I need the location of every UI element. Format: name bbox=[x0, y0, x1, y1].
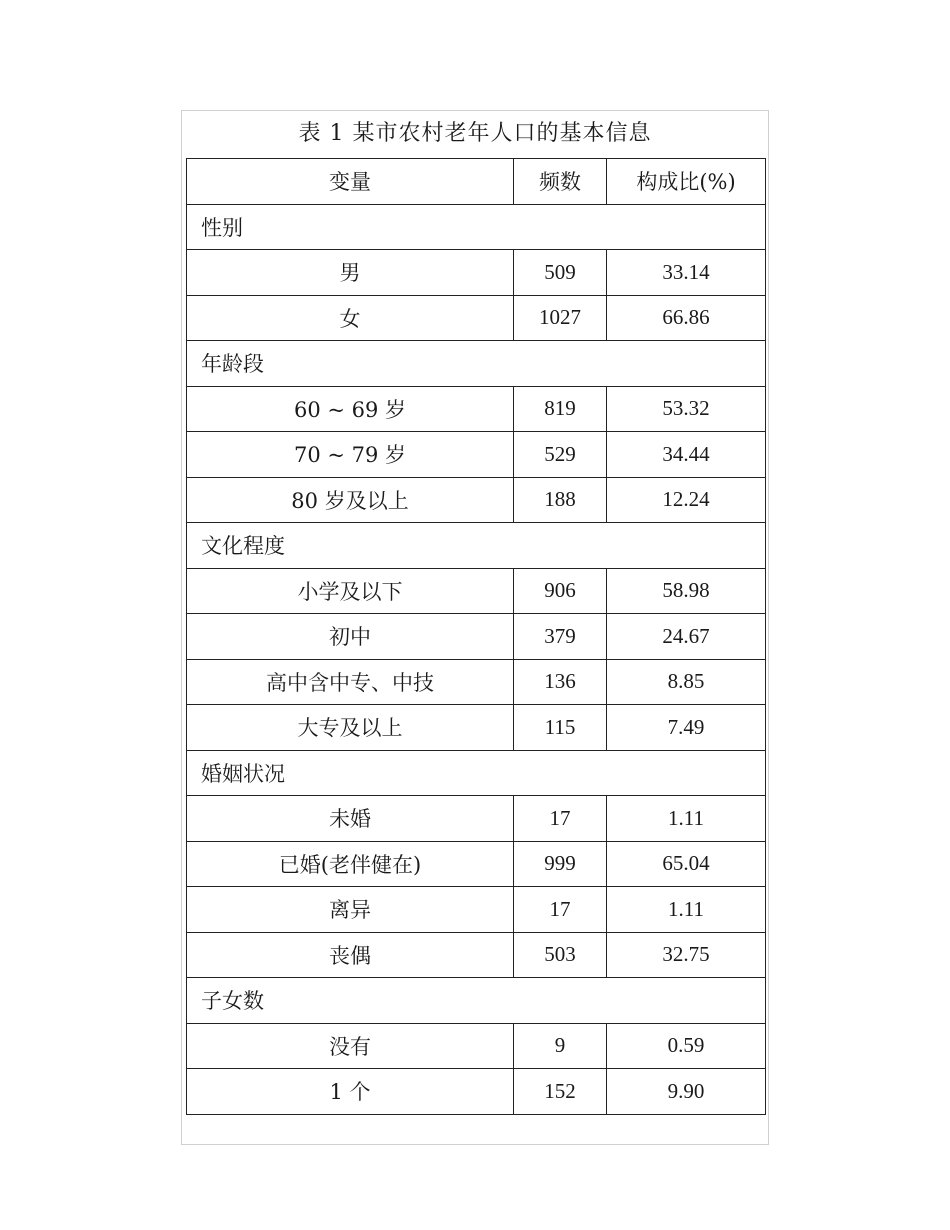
header-frequency: 频数 bbox=[514, 159, 607, 205]
row-frequency: 999 bbox=[514, 841, 607, 887]
table-row bbox=[187, 659, 766, 705]
row-label: 大专及以上 bbox=[187, 705, 514, 751]
table-row bbox=[187, 614, 766, 660]
row-frequency: 188 bbox=[514, 477, 607, 523]
row-label: 女 bbox=[187, 295, 514, 341]
row-label: 丧偶 bbox=[187, 932, 514, 978]
demographics-table bbox=[186, 158, 766, 1115]
row-ratio: 7.49 bbox=[607, 705, 766, 751]
group-label: 婚姻状况 bbox=[187, 750, 766, 796]
table-row bbox=[187, 250, 766, 296]
row-ratio: 1.11 bbox=[607, 887, 766, 933]
table-row bbox=[187, 477, 766, 523]
header-variable: 变量 bbox=[187, 159, 514, 205]
row-ratio: 8.85 bbox=[607, 659, 766, 705]
row-ratio: 66.86 bbox=[607, 295, 766, 341]
table-row bbox=[187, 1023, 766, 1069]
group-row-marital bbox=[187, 750, 766, 796]
row-label: 离异 bbox=[187, 887, 514, 933]
table-row bbox=[187, 705, 766, 751]
group-row-children bbox=[187, 978, 766, 1024]
row-label: 男 bbox=[187, 250, 514, 296]
row-label: 没有 bbox=[187, 1023, 514, 1069]
group-label: 子女数 bbox=[187, 978, 766, 1024]
row-ratio: 65.04 bbox=[607, 841, 766, 887]
group-label: 年龄段 bbox=[187, 341, 766, 387]
row-ratio: 34.44 bbox=[607, 432, 766, 478]
row-ratio: 0.59 bbox=[607, 1023, 766, 1069]
header-row bbox=[187, 159, 766, 205]
row-ratio: 58.98 bbox=[607, 568, 766, 614]
row-label: 80 岁及以上 bbox=[187, 477, 514, 523]
row-ratio: 1.11 bbox=[607, 796, 766, 842]
group-row-gender bbox=[187, 204, 766, 250]
table-row bbox=[187, 432, 766, 478]
table-row bbox=[187, 386, 766, 432]
row-ratio: 53.32 bbox=[607, 386, 766, 432]
header-ratio: 构成比(%) bbox=[607, 159, 766, 205]
row-frequency: 379 bbox=[514, 614, 607, 660]
row-label: 60 ~ 69 岁 bbox=[187, 386, 514, 432]
row-frequency: 509 bbox=[514, 250, 607, 296]
row-frequency: 17 bbox=[514, 796, 607, 842]
row-ratio: 33.14 bbox=[607, 250, 766, 296]
row-label: 1 个 bbox=[187, 1069, 514, 1115]
table-caption: 表 1 某市农村老年人口的基本信息 bbox=[298, 121, 652, 146]
row-frequency: 9 bbox=[514, 1023, 607, 1069]
group-label: 性别 bbox=[187, 204, 766, 250]
row-frequency: 529 bbox=[514, 432, 607, 478]
row-frequency: 503 bbox=[514, 932, 607, 978]
row-ratio: 9.90 bbox=[607, 1069, 766, 1115]
row-frequency: 136 bbox=[514, 659, 607, 705]
table-row bbox=[187, 568, 766, 614]
table-row bbox=[187, 295, 766, 341]
row-frequency: 819 bbox=[514, 386, 607, 432]
row-label: 70 ~ 79 岁 bbox=[187, 432, 514, 478]
row-frequency: 1027 bbox=[514, 295, 607, 341]
table-row bbox=[187, 887, 766, 933]
group-row-education bbox=[187, 523, 766, 569]
group-label: 文化程度 bbox=[187, 523, 766, 569]
table-row bbox=[187, 841, 766, 887]
row-ratio: 24.67 bbox=[607, 614, 766, 660]
row-label: 已婚(老伴健在) bbox=[187, 841, 514, 887]
row-ratio: 12.24 bbox=[607, 477, 766, 523]
group-row-age bbox=[187, 341, 766, 387]
row-frequency: 906 bbox=[514, 568, 607, 614]
row-label: 高中含中专、中技 bbox=[187, 659, 514, 705]
row-label: 初中 bbox=[187, 614, 514, 660]
row-frequency: 152 bbox=[514, 1069, 607, 1115]
row-frequency: 17 bbox=[514, 887, 607, 933]
table-row bbox=[187, 932, 766, 978]
row-label: 小学及以下 bbox=[187, 568, 514, 614]
row-label: 未婚 bbox=[187, 796, 514, 842]
table-row bbox=[187, 796, 766, 842]
row-ratio: 32.75 bbox=[607, 932, 766, 978]
table-row bbox=[187, 1069, 766, 1115]
row-frequency: 115 bbox=[514, 705, 607, 751]
